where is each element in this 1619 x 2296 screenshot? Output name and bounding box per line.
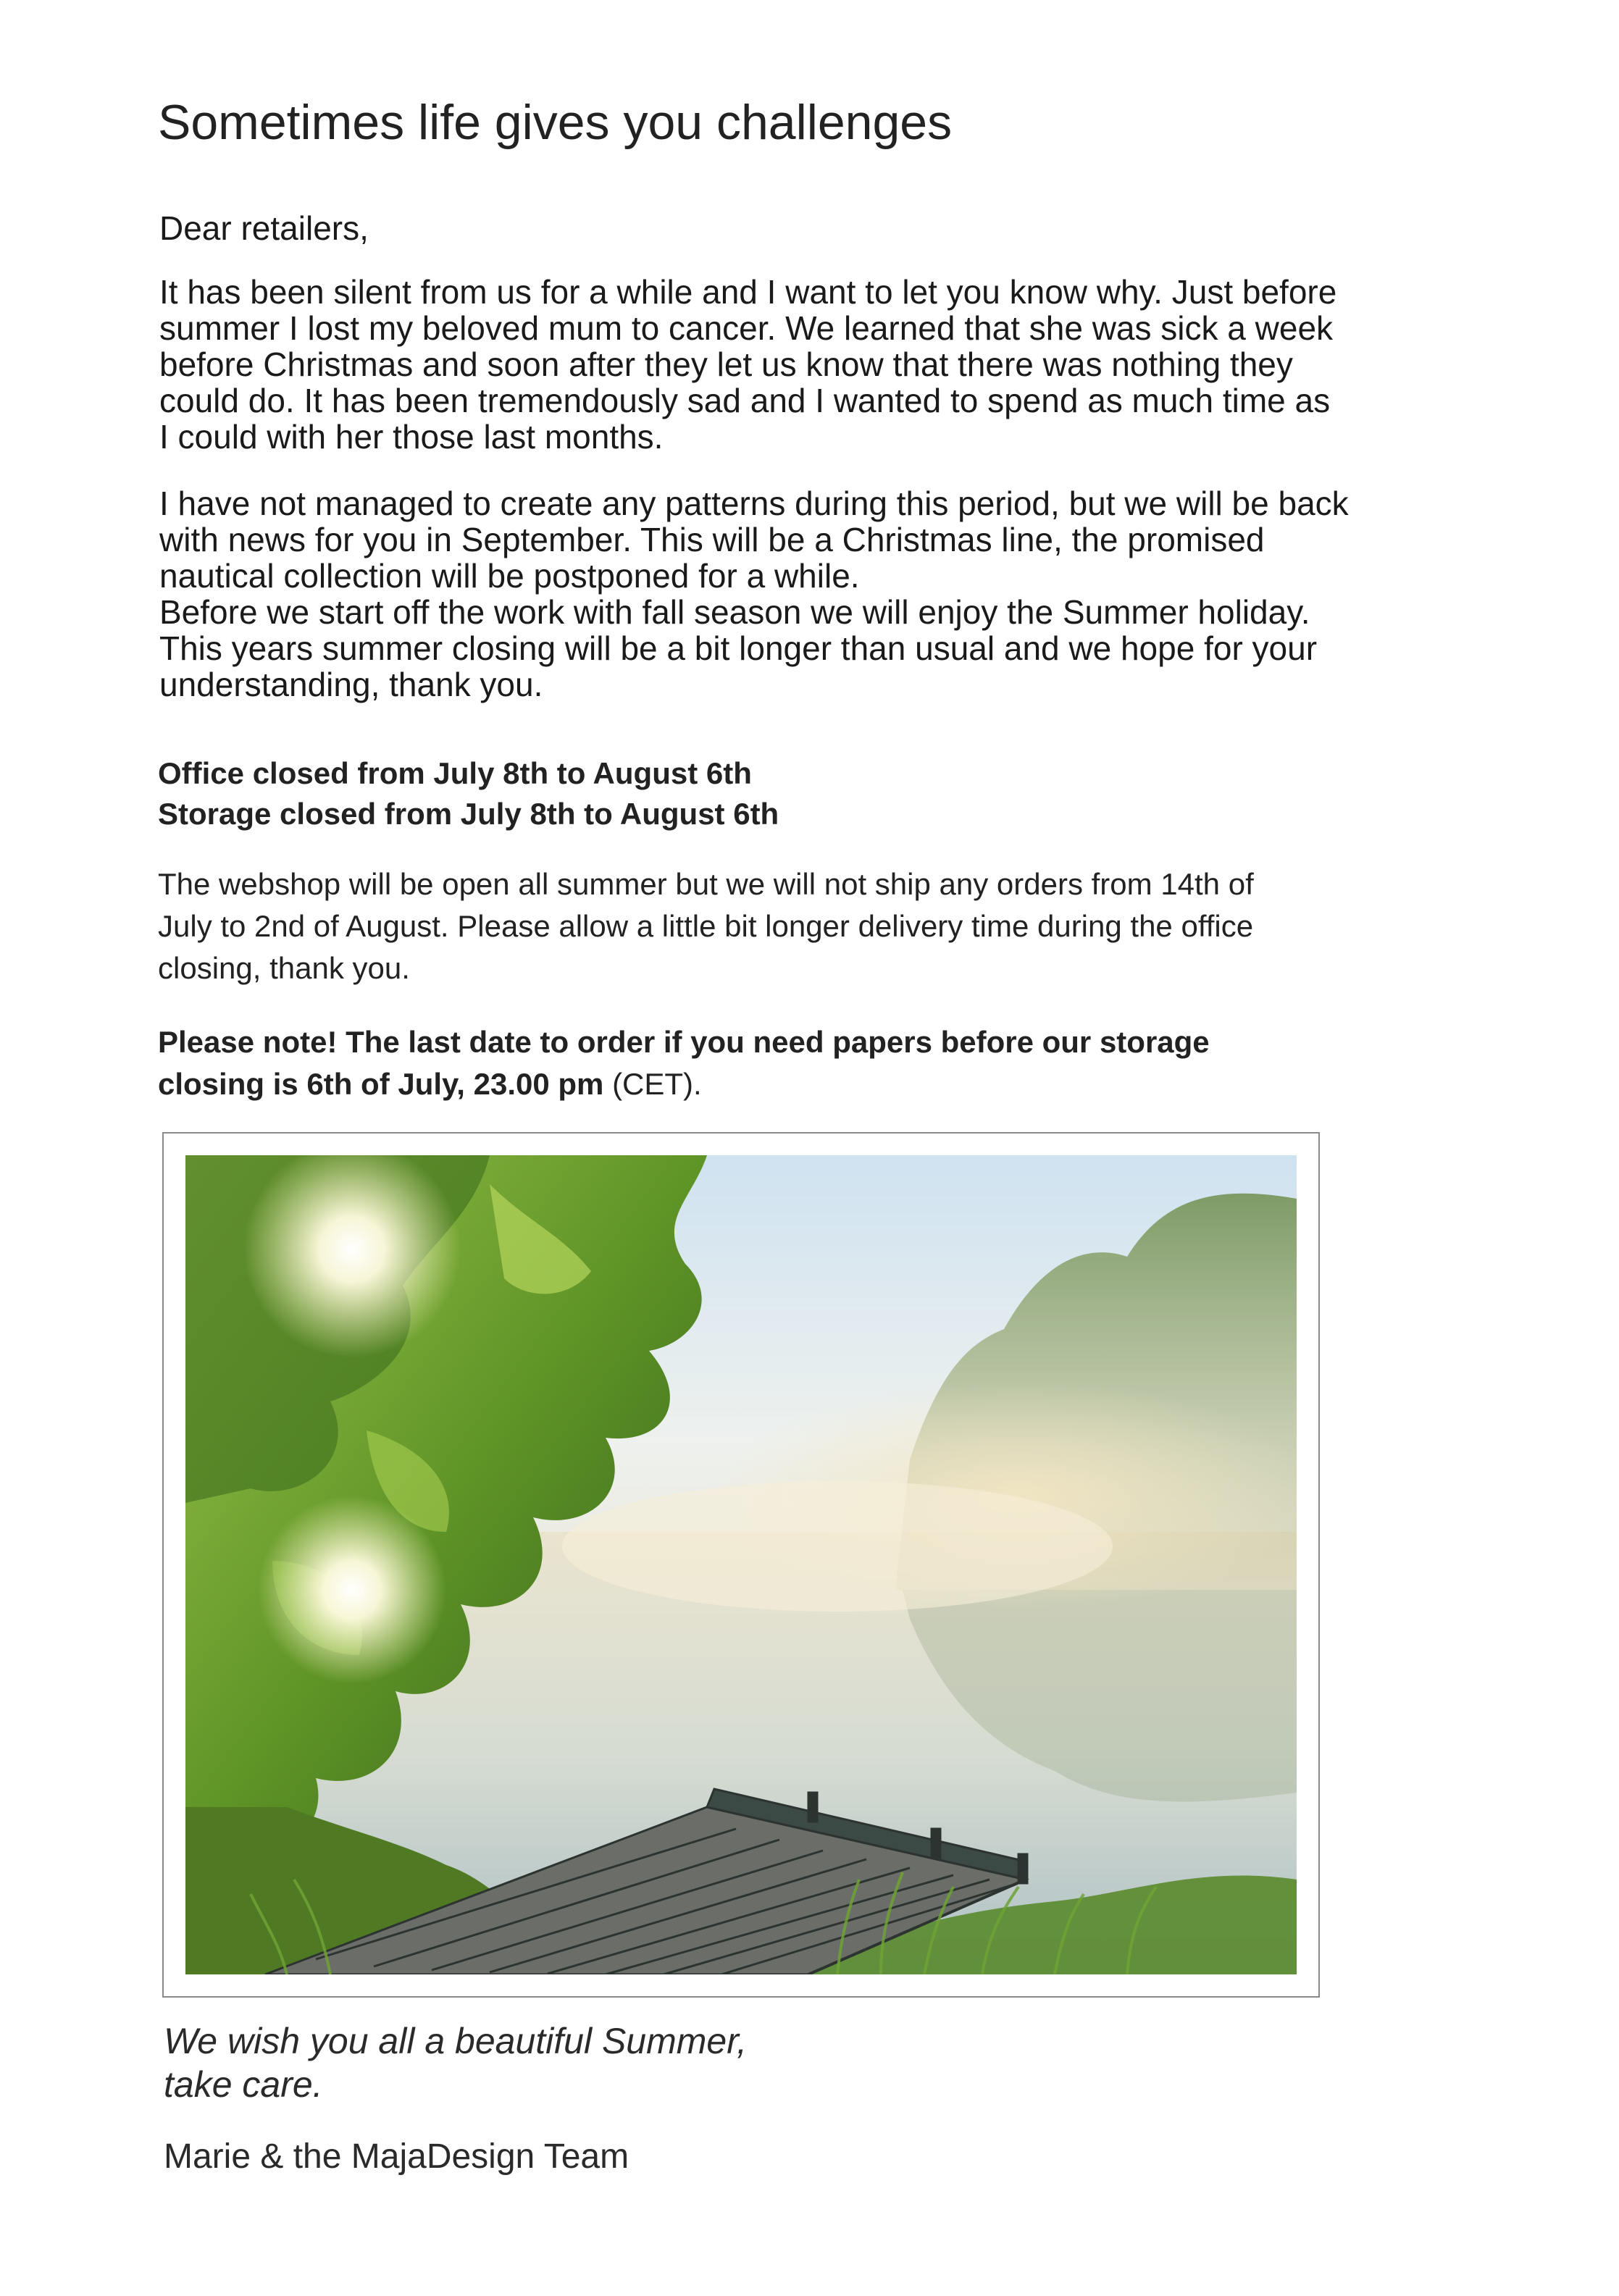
- wish-line: take care.: [164, 2064, 323, 2105]
- signature: Marie & the MajaDesign Team: [164, 2137, 629, 2176]
- paragraph-line: I have not managed to create any patterns during this period, but we will be back: [159, 485, 1349, 522]
- note-timezone: (CET).: [603, 1067, 702, 1101]
- paragraph-line: July to 2nd of August. Please allow a little bit longer delivery time during the office: [158, 909, 1254, 943]
- paragraph-line: Before we start off the work with fall season we will enjoy the Summer holiday.: [159, 593, 1310, 631]
- paragraph-line: This years summer closing will be a bit longer than usual and we hope for your: [159, 629, 1318, 667]
- salutation: Dear retailers,: [159, 209, 369, 247]
- paragraph-line: The webshop will be open all summer but we will not ship any orders from 14th of: [158, 867, 1254, 901]
- paragraph-line: understanding, thank you.: [159, 666, 543, 703]
- paragraph-line: before Christmas and soon after they let us know that there was nothing they: [159, 345, 1293, 383]
- paragraph-line: I could with her those last months.: [159, 418, 664, 456]
- page-title: Sometimes life gives you challenges: [158, 95, 953, 150]
- paragraph-news: [159, 485, 1536, 703]
- photo-frame: [162, 1132, 1320, 1998]
- closing-wish: [164, 2019, 747, 2106]
- paragraph-line: nautical collection will be postponed for a while.: [159, 557, 860, 595]
- note-line-bold: closing is 6th of July, 23.00 pm: [158, 1067, 604, 1101]
- storage-closed-line: Storage closed from July 8th to August 6th: [158, 797, 779, 831]
- paragraph-line: could do. It has been tremendously sad and I wanted to spend as much time as: [159, 382, 1331, 419]
- note-line-bold: Please note! The last date to order if you need papers before our storage: [158, 1025, 1210, 1059]
- paragraph-explanation: [159, 274, 1536, 455]
- office-closed-line: Office closed from July 8th to August 6th: [158, 756, 752, 790]
- wish-line: We wish you all a beautiful Summer,: [164, 2021, 748, 2061]
- paragraph-line: summer I lost my beloved mum to cancer. We learned that she was sick a week: [159, 309, 1334, 347]
- paragraph-line: It has been silent from us for a while and I want to let you know why. Just before: [159, 273, 1337, 311]
- closure-dates: [158, 753, 779, 834]
- lake-jetty-photo: [185, 1155, 1297, 1974]
- paragraph-line: closing, thank you.: [158, 951, 410, 985]
- paragraph-line: with news for you in September. This will be a Christmas line, the promised: [159, 521, 1265, 558]
- order-deadline-note: [158, 1021, 1210, 1105]
- webshop-notice: [158, 863, 1254, 989]
